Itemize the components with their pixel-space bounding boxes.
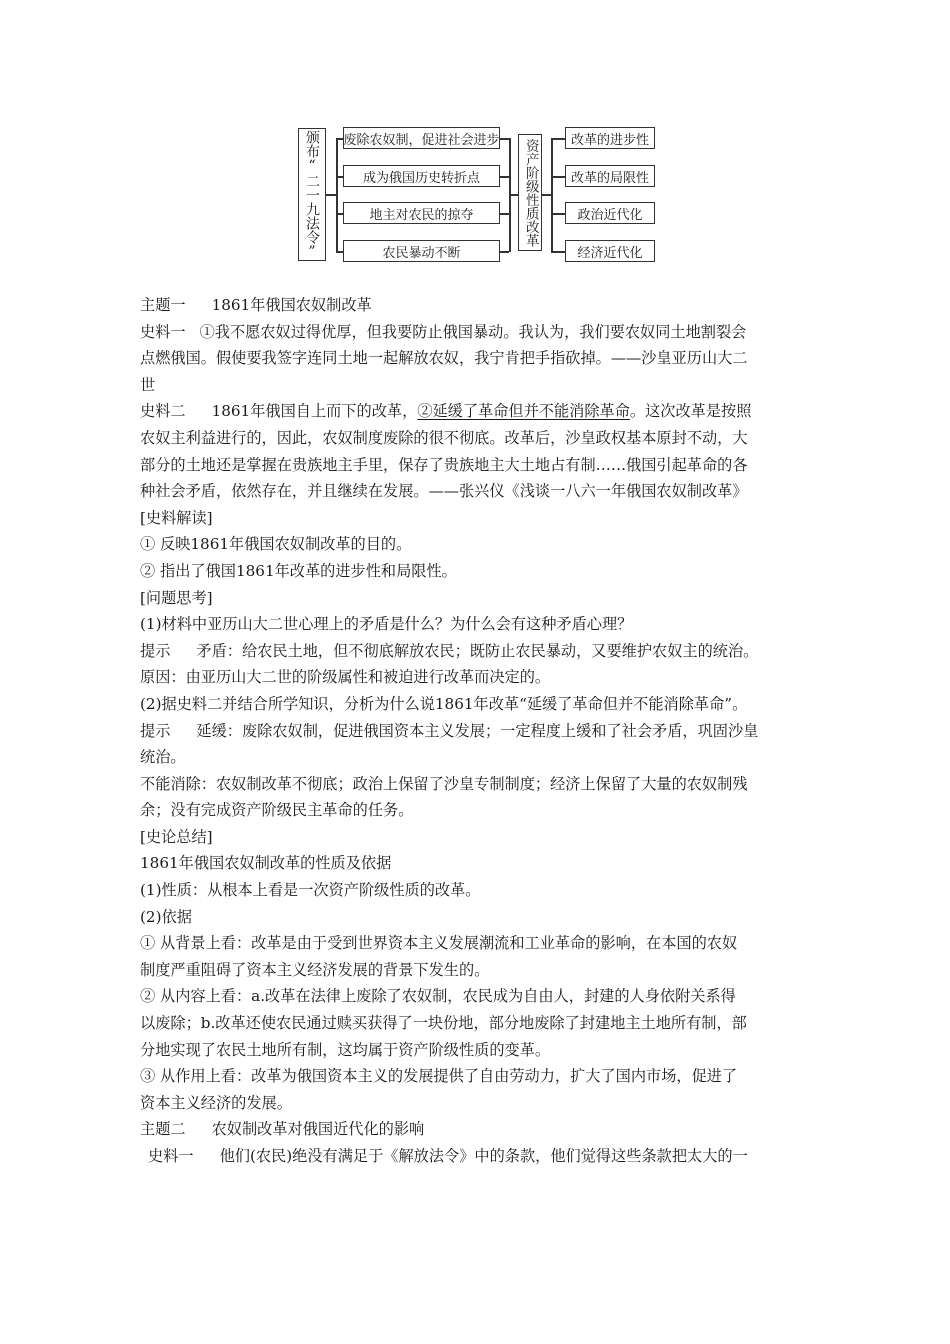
- section-heading-questions: [问题思考]: [140, 588, 213, 607]
- diagram-left-label: 颁布“二一九法令”: [304, 129, 320, 260]
- diagram-right-item-2: 改革的局限性: [565, 165, 655, 187]
- diagram-right-item-3: 政治近代化: [565, 202, 655, 224]
- diagram-middle-item-2: 成为俄国历史转折点: [343, 165, 500, 187]
- topic-two-heading: 主题二 农奴制改革对俄国近代化的影响: [140, 1120, 425, 1139]
- text-line: 部分的土地还是掌握在贵族地主手里，保存了贵族地主大土地占有制……俄国引起革命的各: [140, 455, 748, 474]
- source-two-line: 史料二 1861年俄国自上而下的改革，②延缓了革命但并不能消除革命。这次改革是按照: [140, 402, 752, 421]
- text-line: ① 从背景上看：改革是由于受到世界资本主义发展潮流和工业革命的影响，在本国的农奴: [140, 934, 738, 953]
- text-line: 资本主义经济的发展。: [140, 1093, 292, 1112]
- question-one: (1)材料中亚历山大二世心理上的矛盾是什么？为什么会有这种矛盾心理？: [140, 615, 633, 634]
- diagram-middle-item-3: 地主对农民的掠夺: [343, 202, 500, 224]
- tip-one: 提示 矛盾：给农民土地，但不彻底解放农民；既防止农民暴动，又要维护农奴主的统治。: [140, 641, 759, 660]
- topic-two-source-one: 史料一 他们(农民)绝没有满足于《解放法令》中的条款，他们觉得这些条款把太大的一: [148, 1147, 748, 1165]
- text-line: 1861年俄国农奴制改革的性质及依据: [140, 854, 392, 873]
- diagram-right-item-1: 改革的进步性: [565, 127, 655, 149]
- diagram-middle-item-4: 农民暴动不断: [343, 240, 500, 262]
- document-body: [140, 292, 820, 1170]
- tip-two: 提示 延缓：废除农奴制，促进俄国资本主义发展；一定程度上缓和了社会矛盾，巩固沙皇: [140, 721, 759, 740]
- section-heading-summary: [史论总结]: [140, 827, 213, 846]
- diagram-center-box: [518, 134, 542, 251]
- source-one-line: 史料一 ①我不愿农奴过得优厚，但我要防止俄国暴动。我认为，我们要农奴同土地割裂会: [140, 322, 747, 341]
- text-line: 原因：由亚历山大二世的阶级属性和被迫进行改革而决定的。: [140, 668, 551, 687]
- text-line: 点燃俄国。假使要我签字连同土地一起解放农奴，我宁肯把手指砍掉。——沙皇亚历山大二: [140, 349, 748, 368]
- text-line: ② 从内容上看：a.改革在法律上废除了农奴制，农民成为自由人，封建的人身依附关系得: [140, 987, 736, 1006]
- concept-diagram: [0, 0, 950, 270]
- text-line: 以废除；b.改革还使农民通过赎买获得了一块份地，部分地废除了封建地主土地所有制，部: [140, 1014, 747, 1033]
- text-line: 世: [140, 375, 156, 394]
- text-line: 制度严重阻碍了资本主义经济发展的背景下发生的。: [140, 960, 490, 979]
- text-line: 不能消除：农奴制改革不彻底；政治上保留了沙皇专制制度；经济上保留了大量的农奴制残: [140, 774, 748, 793]
- text-line: 统治。: [140, 748, 186, 767]
- diagram-left-box: [298, 128, 326, 261]
- text-line: 分地实现了农民土地所有制，这均属于资产阶级性质的变革。: [140, 1040, 551, 1059]
- text-line: ① 反映1861年俄国农奴制改革的目的。: [140, 535, 412, 554]
- question-two: (2)据史料二并结合所学知识，分析为什么说1861年改革“延缓了革命但并不能消除革命”。: [140, 694, 748, 713]
- text-line: 种社会矛盾，依然存在，并且继续在发展。——张兴仪《浅谈一八六一年俄国农奴制改革》: [140, 482, 748, 501]
- text-line: (1)性质：从根本上看是一次资产阶级性质的改革。: [140, 881, 481, 900]
- text-line: 农奴主利益进行的，因此，农奴制度废除的很不彻底。改革后，沙皇政权基本原封不动，大: [140, 428, 748, 447]
- diagram-middle-item-1: 废除农奴制，促进社会进步: [343, 127, 500, 149]
- text-line: ② 指出了俄国1861年改革的进步性和局限性。: [140, 561, 457, 580]
- text-line: 余；没有完成资产阶级民主革命的任务。: [140, 801, 414, 820]
- topic-one-heading: 主题一 1861年俄国农奴制改革: [140, 296, 372, 314]
- diagram-center-label: 资产阶级性质改革: [522, 138, 539, 247]
- text-line: (2)依据: [140, 907, 192, 926]
- underlined-phrase: ②延缓了革命但并不能消除革命: [417, 402, 630, 421]
- text-line: ③ 从作用上看：改革为俄国资本主义的发展提供了自由劳动力，扩大了国内市场，促进了: [140, 1067, 738, 1086]
- diagram-right-item-4: 经济近代化: [565, 240, 655, 262]
- section-heading-reading: [史料解读]: [140, 508, 213, 527]
